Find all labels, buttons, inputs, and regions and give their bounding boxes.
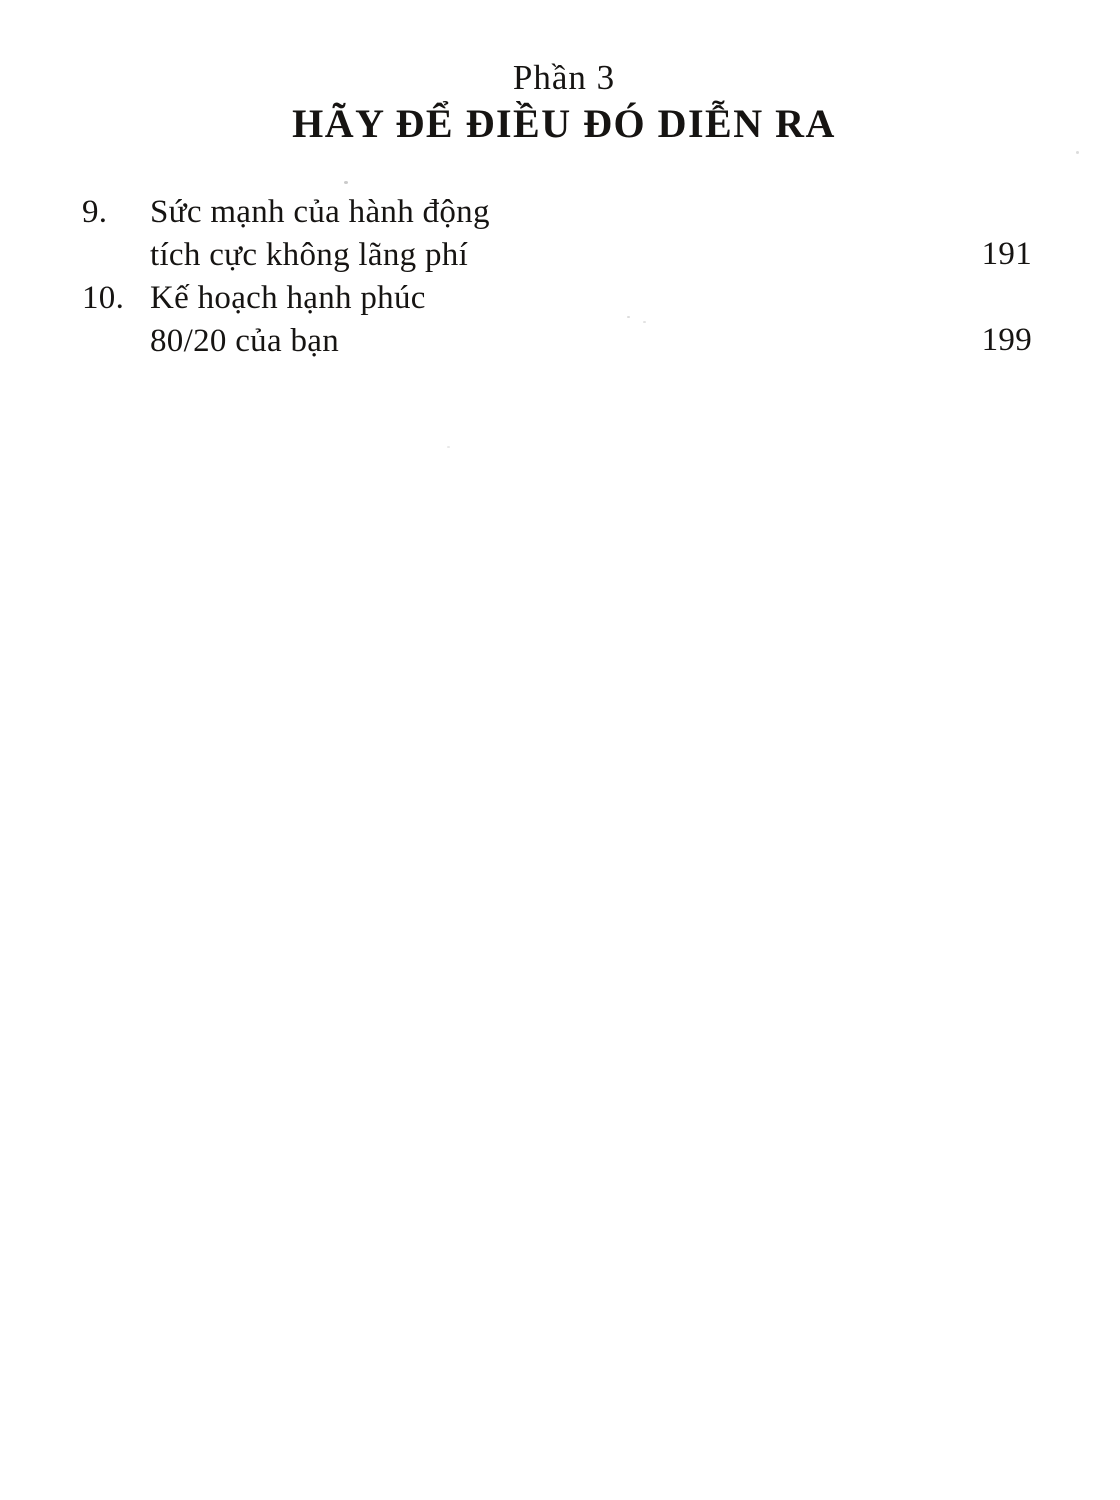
scan-speck [643, 321, 646, 323]
section-heading [82, 56, 1032, 147]
toc-entry-9 [82, 191, 1032, 277]
part-label: Phần 3 [512, 58, 616, 97]
scan-speck [447, 446, 450, 448]
part-title: HÃY ĐỂ ĐIỀU ĐÓ DIỄN RA [292, 101, 836, 146]
toc-entry-page-number: 191 [981, 236, 1032, 272]
toc-entry-page-number: 199 [981, 322, 1032, 358]
scan-speck [344, 181, 348, 184]
scan-speck [627, 316, 630, 318]
toc-entry-number: 10. [82, 280, 125, 316]
table-of-contents [82, 191, 1032, 363]
toc-entry-number: 9. [82, 194, 108, 230]
toc-entry-title [150, 191, 982, 277]
toc-entry-title-line1: Kế hoạch hạnh phúc [150, 280, 426, 316]
toc-entry-title-line2: tích cực không lãng phí [150, 237, 469, 273]
toc-entry-title [150, 277, 982, 363]
scan-speck [1076, 151, 1079, 154]
toc-entry-title-line2: 80/20 của bạn [150, 323, 340, 359]
toc-entry-title-line1: Sức mạnh của hành động [150, 194, 490, 230]
toc-entry-10 [82, 277, 1032, 363]
